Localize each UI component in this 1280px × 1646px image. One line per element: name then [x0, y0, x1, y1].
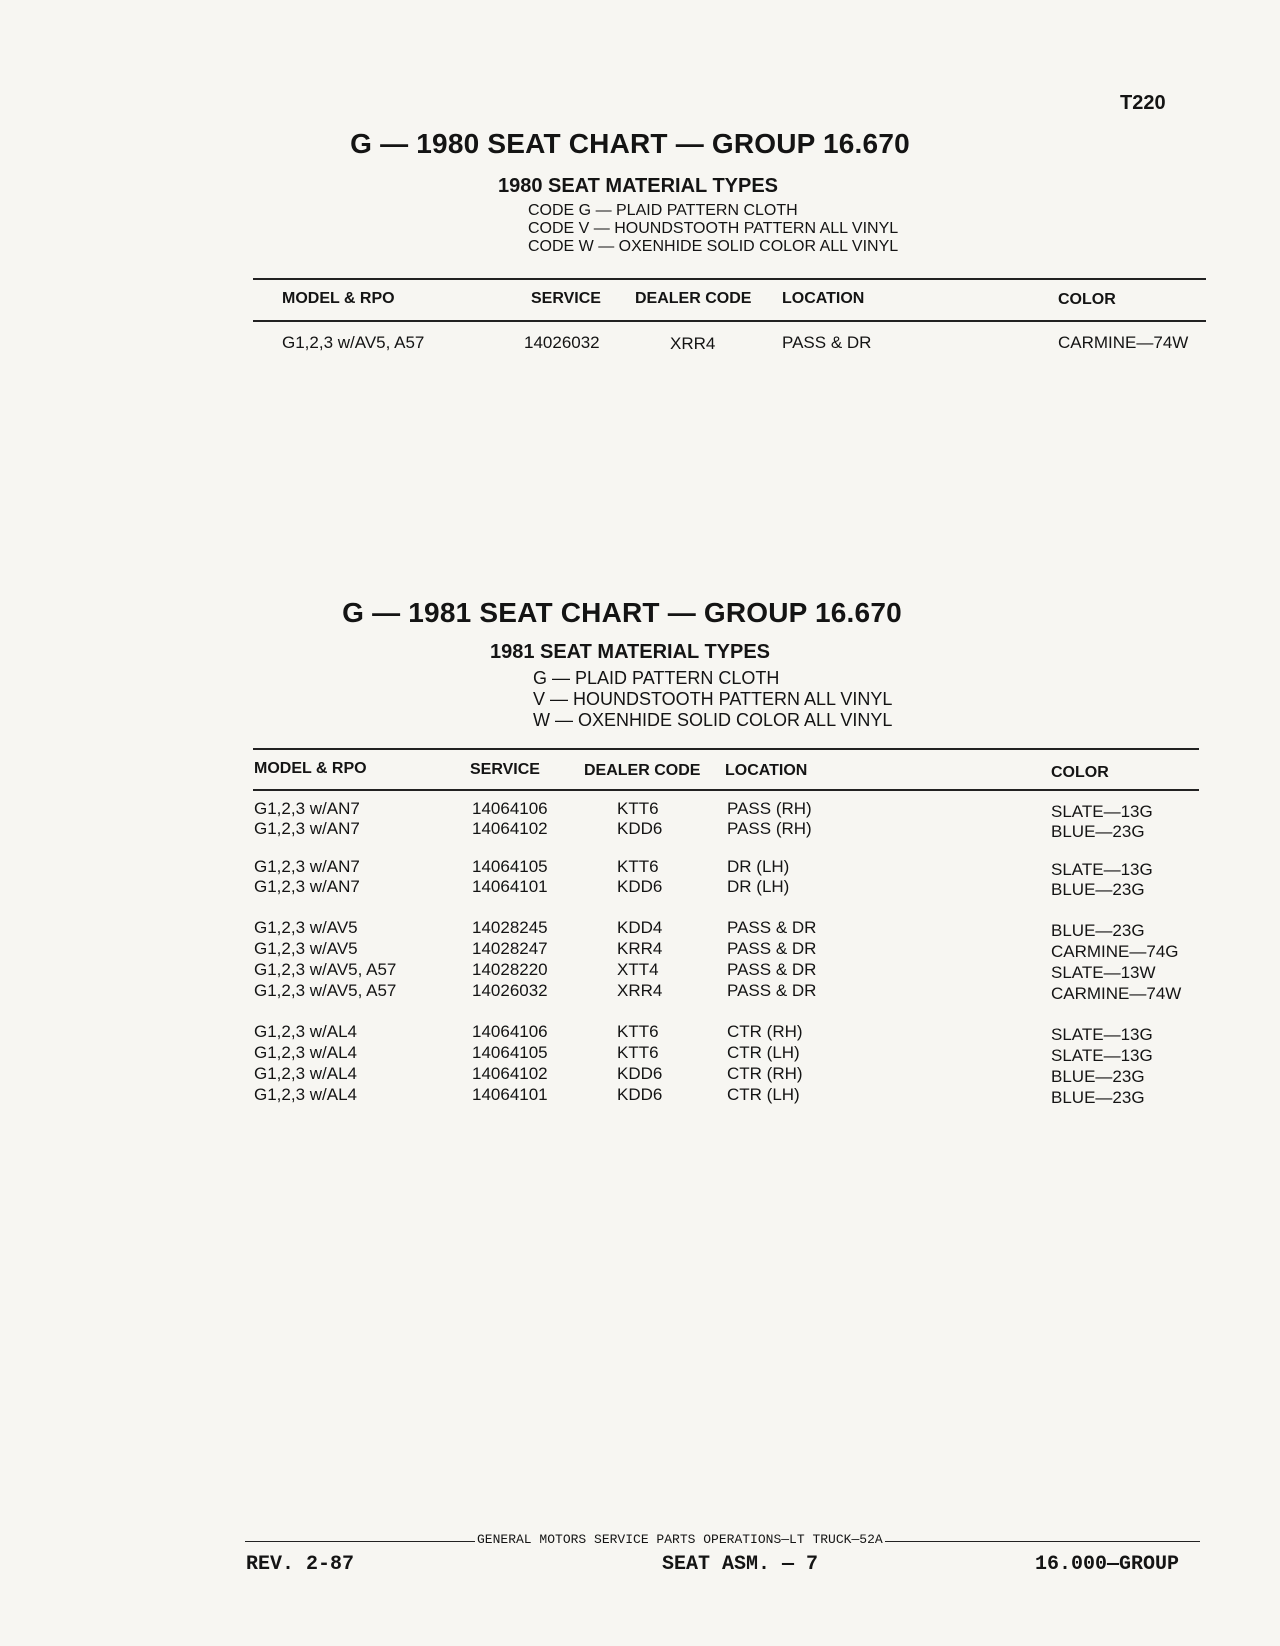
chart-1980-title: G — 1980 SEAT CHART — GROUP 16.670: [350, 128, 910, 159]
table-1980-header-rule: [253, 320, 1206, 322]
header-dealer-code: DEALER CODE: [635, 290, 752, 307]
material-code-line: W — OXENHIDE SOLID COLOR ALL VINYL: [533, 710, 893, 730]
cell-service: 14064102: [472, 1064, 548, 1083]
cell-service: 14028247: [472, 939, 548, 958]
cell-model: G1,2,3 w/AL4: [254, 1043, 358, 1062]
chart-1980-material-codes: [528, 202, 898, 256]
footer-section: SEAT ASM. — 7: [662, 1553, 819, 1576]
cell-model: G1,2,3 w/AN7: [254, 877, 360, 896]
cell-service: 14064106: [472, 799, 548, 818]
cell-model: G1,2,3 w/AV5: [254, 939, 358, 958]
cell-service: 14026032: [524, 333, 600, 352]
cell-model: G1,2,3 w/AL4: [254, 1022, 358, 1041]
cell-location: PASS & DR: [782, 333, 872, 352]
cell-color: BLUE—23G: [1051, 921, 1145, 940]
chart-1980-subtitle: 1980 SEAT MATERIAL TYPES: [497, 175, 779, 197]
cell-color: SLATE—13G: [1051, 860, 1153, 879]
chart-1981-title: G — 1981 SEAT CHART — GROUP 16.670: [342, 597, 902, 628]
cell-color: CARMINE—74G: [1051, 942, 1179, 961]
material-code-line: V — HOUNDSTOOTH PATTERN ALL VINYL: [533, 689, 893, 709]
cell-model: G1,2,3 w/AV5, A57: [254, 981, 397, 1000]
cell-dealer-code: KDD6: [617, 1064, 663, 1083]
cell-model: G1,2,3 w/AL4: [254, 1064, 358, 1083]
header-color: COLOR: [1058, 291, 1116, 308]
header-service: SERVICE: [470, 761, 540, 778]
cell-dealer-code: KDD4: [617, 918, 663, 937]
cell-location: DR (LH): [727, 857, 790, 876]
cell-location: PASS & DR: [727, 981, 817, 1000]
cell-service: 14028245: [472, 918, 548, 937]
header-location: LOCATION: [782, 290, 865, 307]
cell-model: G1,2,3 w/AN7: [254, 799, 360, 818]
footer-publisher: GENERAL MOTORS SERVICE PARTS OPERATIONS—LT TRUCK—52A: [477, 1532, 883, 1547]
cell-location: PASS & DR: [727, 939, 817, 958]
header-model: MODEL & RPO: [282, 290, 395, 307]
header-service: SERVICE: [531, 290, 601, 307]
cell-color: BLUE—23G: [1051, 1088, 1145, 1107]
cell-color: SLATE—13W: [1051, 963, 1156, 982]
cell-color: CARMINE—74W: [1051, 984, 1182, 1003]
cell-service: 14064106: [472, 1022, 548, 1041]
cell-location: PASS (RH): [727, 799, 812, 818]
cell-color: SLATE—13G: [1051, 1046, 1153, 1065]
cell-color: BLUE—23G: [1051, 1067, 1145, 1086]
cell-dealer-code: KDD6: [617, 1085, 663, 1104]
chart-1981-subtitle: 1981 SEAT MATERIAL TYPES: [489, 641, 771, 663]
cell-dealer-code: KDD6: [617, 877, 663, 896]
cell-service: 14064102: [472, 819, 548, 838]
cell-location: CTR (RH): [727, 1064, 803, 1083]
cell-color: SLATE—13G: [1051, 802, 1153, 821]
cell-dealer-code: XTT4: [617, 960, 659, 979]
footer-group: 16.000—GROUP: [1035, 1553, 1180, 1576]
cell-model: G1,2,3 w/AV5, A57: [254, 960, 397, 979]
cell-service: 14064105: [472, 857, 548, 876]
cell-service: 14064101: [472, 877, 548, 896]
cell-dealer-code: KTT6: [617, 1022, 659, 1041]
cell-color: BLUE—23G: [1051, 822, 1145, 841]
material-code-line: CODE V — HOUNDSTOOTH PATTERN ALL VINYL: [528, 220, 899, 237]
chart-1981-material-codes: [533, 668, 892, 731]
cell-dealer-code: KTT6: [617, 799, 659, 818]
cell-model: G1,2,3 w/AV5: [254, 918, 358, 937]
cell-dealer-code: KRR4: [617, 939, 663, 958]
cell-dealer-code: KTT6: [617, 857, 659, 876]
header-location: LOCATION: [725, 762, 808, 779]
table-1980-top-rule: [253, 278, 1206, 280]
header-dealer-code: DEALER CODE: [584, 762, 701, 779]
cell-location: PASS & DR: [727, 918, 817, 937]
material-code-line: G — PLAID PATTERN CLOTH: [533, 668, 780, 688]
cell-service: 14026032: [472, 981, 548, 1000]
cell-model: G1,2,3 w/AN7: [254, 819, 360, 838]
cell-dealer-code: KDD6: [617, 819, 663, 838]
cell-location: DR (LH): [727, 877, 790, 896]
cell-dealer-code: XRR4: [670, 334, 716, 353]
material-code-line: CODE W — OXENHIDE SOLID COLOR ALL VINYL: [528, 238, 899, 255]
cell-location: CTR (LH): [727, 1085, 800, 1104]
cell-service: 14028220: [472, 960, 548, 979]
cell-model: G1,2,3 w/AN7: [254, 857, 360, 876]
cell-location: CTR (LH): [727, 1043, 800, 1062]
material-code-line: CODE G — PLAID PATTERN CLOTH: [528, 202, 798, 219]
page-id: T220: [1120, 92, 1166, 114]
cell-color: SLATE—13G: [1051, 1025, 1153, 1044]
cell-color: BLUE—23G: [1051, 880, 1145, 899]
cell-model: G1,2,3 w/AV5, A57: [282, 333, 425, 352]
header-color: COLOR: [1051, 764, 1109, 781]
cell-service: 14064101: [472, 1085, 548, 1104]
cell-service: 14064105: [472, 1043, 548, 1062]
cell-dealer-code: XRR4: [617, 981, 663, 1000]
cell-location: PASS & DR: [727, 960, 817, 979]
cell-color: CARMINE—74W: [1058, 333, 1189, 352]
header-model: MODEL & RPO: [254, 760, 367, 777]
cell-model: G1,2,3 w/AL4: [254, 1085, 358, 1104]
table-1981-header-rule: [253, 789, 1199, 791]
table-1981-top-rule: [253, 748, 1199, 750]
footer-revision: REV. 2-87: [246, 1553, 355, 1576]
cell-location: PASS (RH): [727, 819, 812, 838]
cell-location: CTR (RH): [727, 1022, 803, 1041]
cell-dealer-code: KTT6: [617, 1043, 659, 1062]
